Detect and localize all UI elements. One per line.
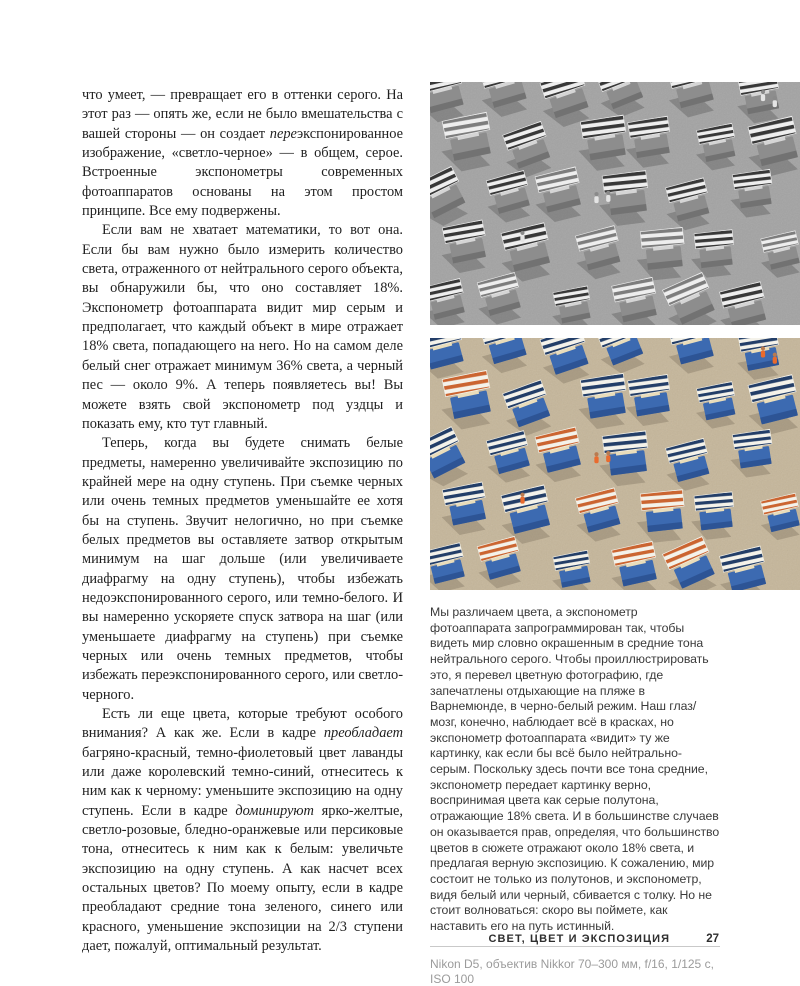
article-text	[82, 86, 403, 956]
beach-photo-color	[430, 338, 800, 590]
paragraph: Теперь, когда вы будете снимать белые предметы, намеренно увеличивайте экспозицию по крайней мере на одну ступень. При съемке черных или очень темных предметов уменьшайте ее хотя бы на ступень. Звучит нелогично, но при съемке белых предметов вы оставляете затвор открытым минимум на шаг дольше (или увеличиваете диафрагму на одну ступень), чтобы избежать недоэкспонированного серого, или темно-белого. И вы намеренно ускоряете спуск затвора на шаг (или уменьшаете диафрагму на ступень) при съемке черных или очень темных предметов, чтобы избежать переэкспонированного серого, или светло-черного.	[82, 435, 403, 703]
paragraph: Если вам не хватает математики, то вот она. Если бы вам нужно было измерить количество света, отраженного от нейтрального серого объекта, вы обнаружили бы, что оно составляет 18%. Экспонометр фотоаппарата видит мир серым и предполагает, что каждый объект в мире отражает 18% света, попадающего на него. Но на самом деле белый снег отражает минимум 36% света, а черный пес — около 9%. А теперь появляетесь вы! Вы можете взять свой экспонометр под уздцы и показать ему, кто тут главный.	[82, 222, 403, 432]
photo-credit: Nikon D5, объектив Nikkor 70–300 мм, f/16, 1/125 с, ISO 100	[430, 956, 714, 986]
beach-photo-grayscale	[430, 82, 800, 325]
paragraph: что умеет, — превращает его в оттенки серого. На этот раз — опять же, если не было вмешательства с вашей стороны — он создает переэкспонированное изображение, «светло-черное» — в общем, серое. Встроенные экспонометры современных фотоаппаратов основаны на этом простом принципе. Все ему подвержены.	[82, 87, 403, 220]
footer-page-number: 27	[706, 933, 719, 945]
figure-caption: Мы различаем цвета, а экспонометр фотоаппарата запрограммирован так, чтобы видеть мир словно окрашенным в средние тона нейтрального серого. Чтобы проиллюстрировать это, я перевел цветную фотографию, где запечатлены отдыхающие на пляже в Варнемюнде, в черно-белый режим. Наш глаз/мозг, конечно, наблюдает всё в красках, но экспонометр фотоаппарата «видит» ту же картинку, как если бы всё было нейтрально-серым. Поскольку здесь почти все тона средние, экспонометр передает картинку верно, воспринимая цвета как серые полутона, отражающие 18% света. И в большинстве случаев он оказывается прав, определяя, что большинство цветов в сюжете отражают около 18% света, и предлагая верную экспозицию. К сожалению, мир состоит не только из полутонов, и экспонометр, видя белый или черный, сбивается с толку. Но не стоит волноваться: скоро вы поймете, как наставить его на путь истинный.	[430, 605, 720, 934]
page-footer	[430, 933, 719, 945]
footer-chapter-title: СВЕТ, ЦВЕТ И ЭКСПОЗИЦИЯ	[488, 933, 671, 945]
paragraph: Есть ли еще цвета, которые требуют особого внимания? А как же. Если в кадре преобладает багряно-красный, темно-фиолетовый цвет лаванды или даже королевский темно-синий, отнеситесь к ним как к черному: уменьшите экспозицию на одну ступень. Если в кадре доминируют ярко-желтые, светло-розовые, бледно-оранжевые или персиковые тона, отнеситесь к ним как к белым: увеличьте экспозицию на одну ступень. А как насчет всех остальных цветов? По моему опыту, если в кадре преобладают средние тона зеленого, синего или красного, уменьшение экспозиции на 2/3 ступени дает, пожалуй, оптимальный результат.	[82, 706, 403, 955]
divider	[430, 946, 720, 947]
figure-caption-block	[430, 605, 720, 986]
